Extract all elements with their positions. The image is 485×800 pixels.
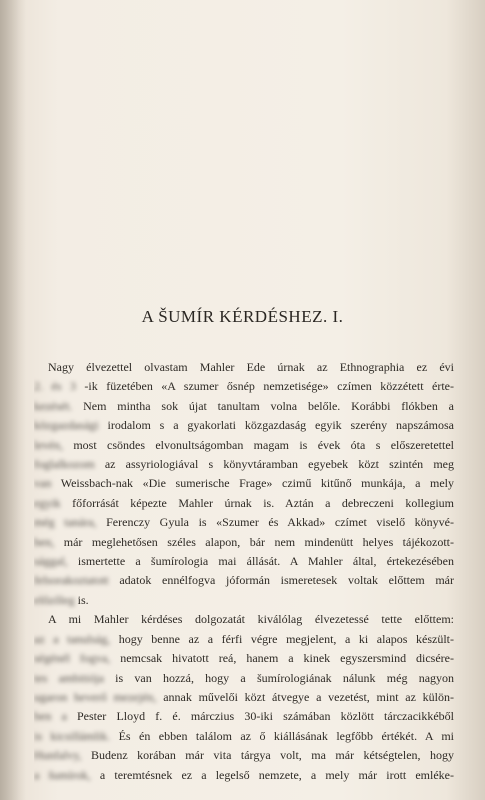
text-line (34, 377, 454, 396)
text-line (34, 436, 454, 455)
text-line (34, 455, 454, 474)
obscured-text: ben a (34, 709, 67, 724)
line-text: Weissbach-nak «Die sumerische Frage» czimű kitűnő munkája, a mely (60, 476, 454, 491)
text-line (34, 746, 454, 765)
text-line (34, 513, 454, 532)
obscured-text: közgazdasági (34, 418, 99, 433)
obscured-text: kezését. (34, 398, 73, 413)
text-line (34, 610, 454, 629)
obscured-text: levén, (34, 437, 63, 452)
line-text: Nem mintha sok újat tanultam volna belőle. Korábbi flókben a (83, 398, 454, 413)
line-text: főforrását képezte Mahler úrnak is. Aztán a debreczeni kollegium (72, 495, 454, 510)
body-text (34, 358, 454, 785)
obscured-text: felsorakoztatott (34, 573, 109, 588)
text-line (34, 358, 454, 377)
text-line (34, 571, 454, 590)
page-title: A ŠUMÍR KÉRDÉSHEZ. I. (141, 307, 344, 326)
line-text: Pester Lloyd f. é. márczius 30-iki számában közlött tárczacikkéből (76, 709, 454, 724)
line-text: És én ebben találom az ő kiállásának legfőbb értékét. A mi (118, 728, 454, 743)
obscured-text: van (34, 476, 52, 491)
line-text: a teremtésnek ez a legelső nemzete, a mely már irott emléke- (99, 767, 454, 782)
page-gutter-shadow (0, 0, 26, 800)
text-line (34, 630, 454, 649)
obscured-text: ben, (34, 534, 55, 549)
line-text: is. (77, 592, 89, 607)
obscured-text: 2. és 3 (34, 379, 76, 394)
line-text: az assyriologiával s könyvtáramban egyebek közt szintén meg (104, 457, 454, 472)
obscured-text: ségénél fogva, (34, 651, 111, 666)
obscured-text: az a tanulság, (34, 631, 111, 646)
obscured-text: egyik (34, 495, 61, 510)
obscured-text: is kicsillámlik. (34, 728, 111, 743)
line-text: irodalom s a gyakorlati közgazdaság egyik szerény napszámosa (107, 418, 454, 433)
text-line (34, 397, 454, 416)
line-text: ismertette a šumírologia mai állását. A Mahler által, értekezésében (77, 554, 454, 569)
text-line (34, 669, 454, 688)
text-line (34, 416, 454, 435)
obscured-text: ugaron heverő mezején, (34, 689, 157, 704)
line-text: adatok ennélfogva jóformán ismeretesek voltak előttem már (119, 573, 454, 588)
obscured-text: Hunfalvy, (34, 748, 82, 763)
text-line (34, 591, 454, 610)
line-text: Budenz korában már vita tárgya volt, ma már kétségtelen, hogy (91, 748, 454, 763)
obscured-text: sággal, (34, 554, 68, 569)
text-line (34, 533, 454, 552)
obscured-text: a šumírok, (34, 767, 91, 782)
text-line (34, 494, 454, 513)
text-line (34, 727, 454, 746)
text-line (34, 649, 454, 668)
line-text: nemcsak hivatott reá, hanem a kinek egyszersmind dicsére- (120, 651, 454, 666)
obscured-text: foglalkozom (34, 457, 95, 472)
obscured-text: tes ambitiója (34, 670, 104, 685)
obscured-text: még tanára, (34, 515, 97, 530)
line-text: Ferenczy Gyula is «Szumer és Akkad» czímet viselő könyvé- (106, 515, 454, 530)
line-text: már meglehetősen széles alapon, bár nem mindenütt helyes tájékozott- (63, 534, 454, 549)
text-line (34, 707, 454, 726)
obscured-text: előzőleg (34, 592, 75, 607)
line-text: A mi Mahler kérdéses dolgozatát kiválólag élvezetessé tette előttem: (48, 612, 454, 627)
text-line (34, 766, 454, 785)
line-text: Nagy élvezettel olvastam Mahler Ede úrnak az Ethnographia ez évi (48, 360, 454, 374)
text-line (34, 688, 454, 707)
text-line (34, 474, 454, 493)
line-text: most csöndes elvonultságomban magam is évek óta s előszeretettel (73, 437, 454, 452)
text-line (34, 552, 454, 571)
line-text: -ik füzetében «A szumer ősnép nemzetisége» czímen közzétett érte- (84, 379, 454, 394)
line-text: hogy benne az a férfi végre megjelent, a ki alapos készült- (118, 631, 454, 646)
line-text: annak művelői közt átvegye a vezetést, mint az külön- (163, 689, 454, 704)
line-text: is van hozzá, hogy a šumírologiának nálunk még nagyon (115, 670, 454, 685)
